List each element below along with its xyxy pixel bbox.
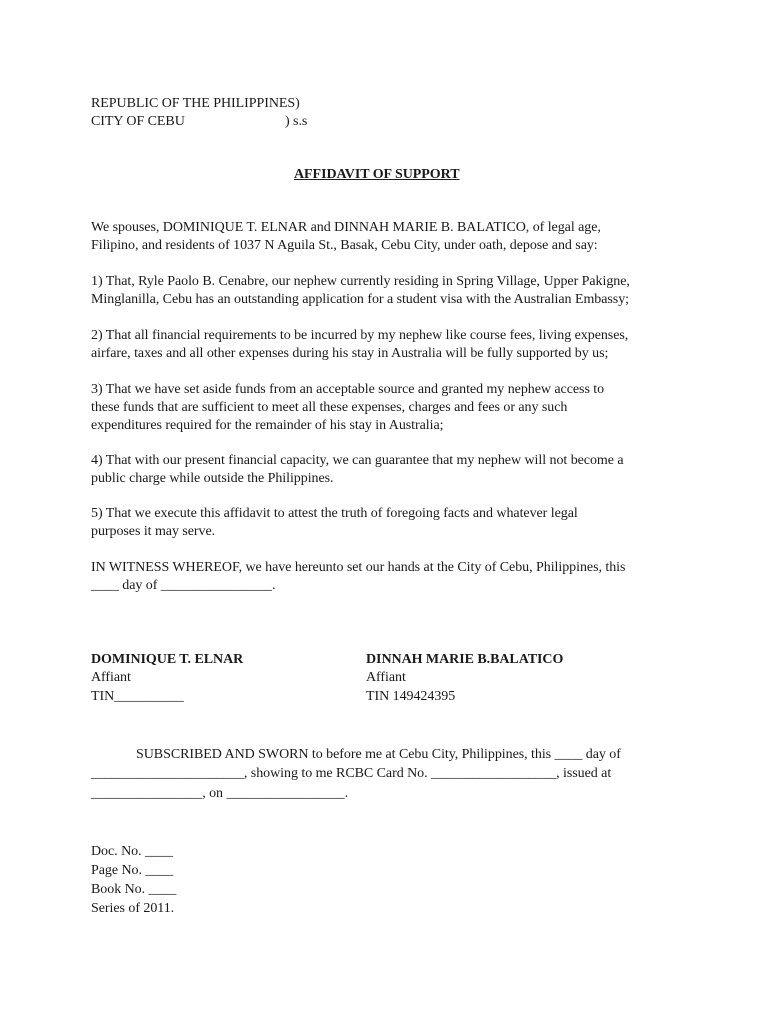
affiant-2-role: Affiant [366,670,406,685]
paragraph-4-line-2: public charge while outside the Philippines. [91,471,334,486]
caption-republic: REPUBLIC OF THE PHILIPPINES) [91,96,300,111]
affiant-2-tin: TIN 149424395 [366,689,456,704]
paragraph-5-line-2: purposes it may serve. [91,524,216,539]
affiant-1-role: Affiant [91,670,131,685]
jurat-line-1: SUBSCRIBED AND SWORN to before me at Cebu City, Philippines, this ____ day of [136,747,621,762]
witness-line-1: IN WITNESS WHEREOF, we have hereunto set our hands at the City of Cebu, Philippines, this [91,560,626,575]
paragraph-4-line-1: 4) That with our present financial capacity, we can guarantee that my nephew will not become a [91,453,624,468]
series-year: Series of 2011. [91,901,175,916]
paragraph-3-line-3: expenditures required for the remainder of his stay in Australia; [91,418,444,433]
paragraph-5-line-1: 5) That we execute this affidavit to attest the truth of foregoing facts and whatever legal [91,506,578,521]
page-number: Page No. ____ [91,863,174,878]
affiant-1-name: DOMINIQUE T. ELNAR [91,652,244,667]
paragraph-3-line-2: these funds that are sufficient to meet all these expenses, charges and fees or any such [91,400,568,415]
intro-line-1: We spouses, DOMINIQUE T. ELNAR and DINNAH MARIE B. BALATICO, of legal age, [91,220,601,235]
paragraph-1-line-1: 1) That, Ryle Paolo B. Cenabre, our nephew currently residing in Spring Village, Upper Pakigne, [91,274,630,289]
jurat-line-2: ______________________, showing to me RCBC Card No. __________________, issued at [91,766,612,781]
paragraph-2-line-2: airfare, taxes and all other expenses during his stay in Australia will be fully supported by us; [91,346,609,361]
caption-city: CITY OF CEBU [91,114,185,129]
doc-number: Doc. No. ____ [91,844,173,859]
jurat-line-3: ________________, on _________________. [91,786,349,801]
intro-line-2: Filipino, and residents of 1037 N Aguila St., Basak, Cebu City, under oath, depose and say: [91,238,598,253]
caption-ss: ) s.s [285,114,308,129]
book-number: Book No. ____ [91,882,177,897]
paragraph-1-line-2: Minglanilla, Cebu has an outstanding application for a student visa with the Australian Embassy; [91,292,629,307]
paragraph-3-line-1: 3) That we have set aside funds from an acceptable source and granted my nephew access to [91,382,605,397]
paragraph-2-line-1: 2) That all financial requirements to be incurred by my nephew like course fees, living expenses, [91,328,629,343]
document-title: AFFIDAVIT OF SUPPORT [294,167,460,182]
affiant-2-name: DINNAH MARIE B.BALATICO [366,652,564,667]
witness-line-2: ____ day of ________________. [91,578,276,593]
affiant-1-tin: TIN__________ [91,689,184,704]
